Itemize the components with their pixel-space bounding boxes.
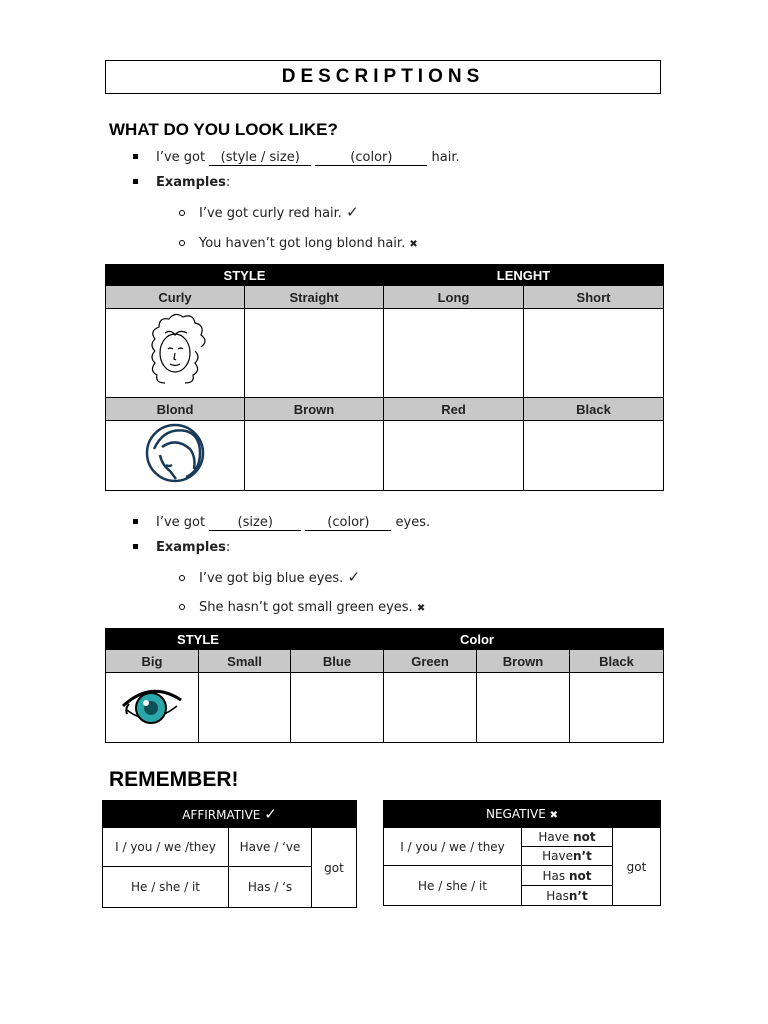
subject-plural: I / you / we / they [384,828,522,866]
bullet-circle [179,210,185,216]
verb-havent: Haven’t [522,847,613,866]
page-title: DESCRIPTIONS [105,60,661,94]
remember-title: REMEMBER! [109,768,239,791]
cell-short: Short [524,286,664,309]
verb-have: Have / ‘ve [229,828,312,867]
cell-blue: Blue [291,650,384,673]
verb-has: Has / ‘s [229,867,312,908]
verb-hasnt: Hasn’t [522,886,613,906]
subject-plural: I / you / we /they [103,828,229,867]
bullet-square [133,179,138,184]
subject-singular: He / she / it [103,867,229,908]
cell-black: Black [524,398,664,421]
cell-big: Big [106,650,199,673]
group-style: STYLE [106,265,384,286]
empty-cell [291,673,384,743]
bullet-square [133,519,138,524]
hair-pattern: I’ve got (style / size) (color) hair. [133,150,460,166]
blank-style-size: (style / size) [209,151,311,166]
cell-curly: Curly [106,286,245,309]
cell-small: Small [199,650,291,673]
got-cell: got [312,828,357,908]
example-item: She hasn’t got small green eyes. ✖ [179,600,425,615]
cell-long: Long [384,286,524,309]
check-icon: ✓ [264,805,277,823]
cross-icon: ✖ [409,239,418,250]
negative-header: NEGATIVE ✖ [384,801,661,828]
section-title: WHAT DO YOU LOOK LIKE? [109,120,338,139]
subject-singular: He / she / it [384,866,522,906]
empty-cell [570,673,664,743]
cell-brown: Brown [477,650,570,673]
empty-cell [384,309,524,398]
bullet-circle [179,604,185,610]
example-item: You haven’t got long blond hair. ✖ [179,236,418,251]
empty-cell [524,309,664,398]
affirmative-header: AFFIRMATIVE ✓ [103,801,357,828]
negative-table [383,800,661,906]
bullet-square [133,154,138,159]
empty-cell [524,421,664,491]
blank-color: (color) [305,516,391,531]
examples-heading: Examples: [133,540,230,555]
empty-cell [384,673,477,743]
cell-brown: Brown [245,398,384,421]
affirmative-table [102,800,357,908]
curly-hair-icon [135,311,215,391]
group-length: LENGHT [384,265,664,286]
empty-cell [199,673,291,743]
got-cell: got [613,828,661,906]
cell-green: Green [384,650,477,673]
verb-have-not: Have not [522,828,613,847]
eyes-pattern: I’ve got (size) (color) eyes. [133,515,430,531]
cross-icon: ✖ [549,810,559,821]
bullet-circle [179,240,185,246]
eyes-table [105,628,664,743]
empty-cell [245,309,384,398]
empty-cell [477,673,570,743]
group-style: STYLE [106,629,291,650]
eye-image [106,673,199,743]
bullet-circle [179,575,185,581]
cell-black: Black [570,650,664,673]
straight-hair-image [106,421,245,491]
eye-icon [119,682,185,728]
verb-has-not: Has not [522,866,613,886]
hair-table [105,264,664,491]
check-icon: ✓ [346,203,359,221]
cell-straight: Straight [245,286,384,309]
example-item: I’ve got curly red hair. ✓ [179,203,359,221]
check-icon: ✓ [347,568,361,586]
examples-heading: Examples: [133,175,230,190]
bullet-square [133,544,138,549]
blank-color: (color) [315,151,427,166]
cell-red: Red [384,398,524,421]
group-color: Color [291,629,664,650]
straight-hair-icon [142,421,208,485]
cell-blond: Blond [106,398,245,421]
example-item: I’ve got big blue eyes. ✓ [179,568,360,586]
curly-hair-image [106,309,245,398]
blank-size: (size) [209,516,301,531]
empty-cell [384,421,524,491]
cross-icon: ✖ [416,603,426,614]
empty-cell [245,421,384,491]
